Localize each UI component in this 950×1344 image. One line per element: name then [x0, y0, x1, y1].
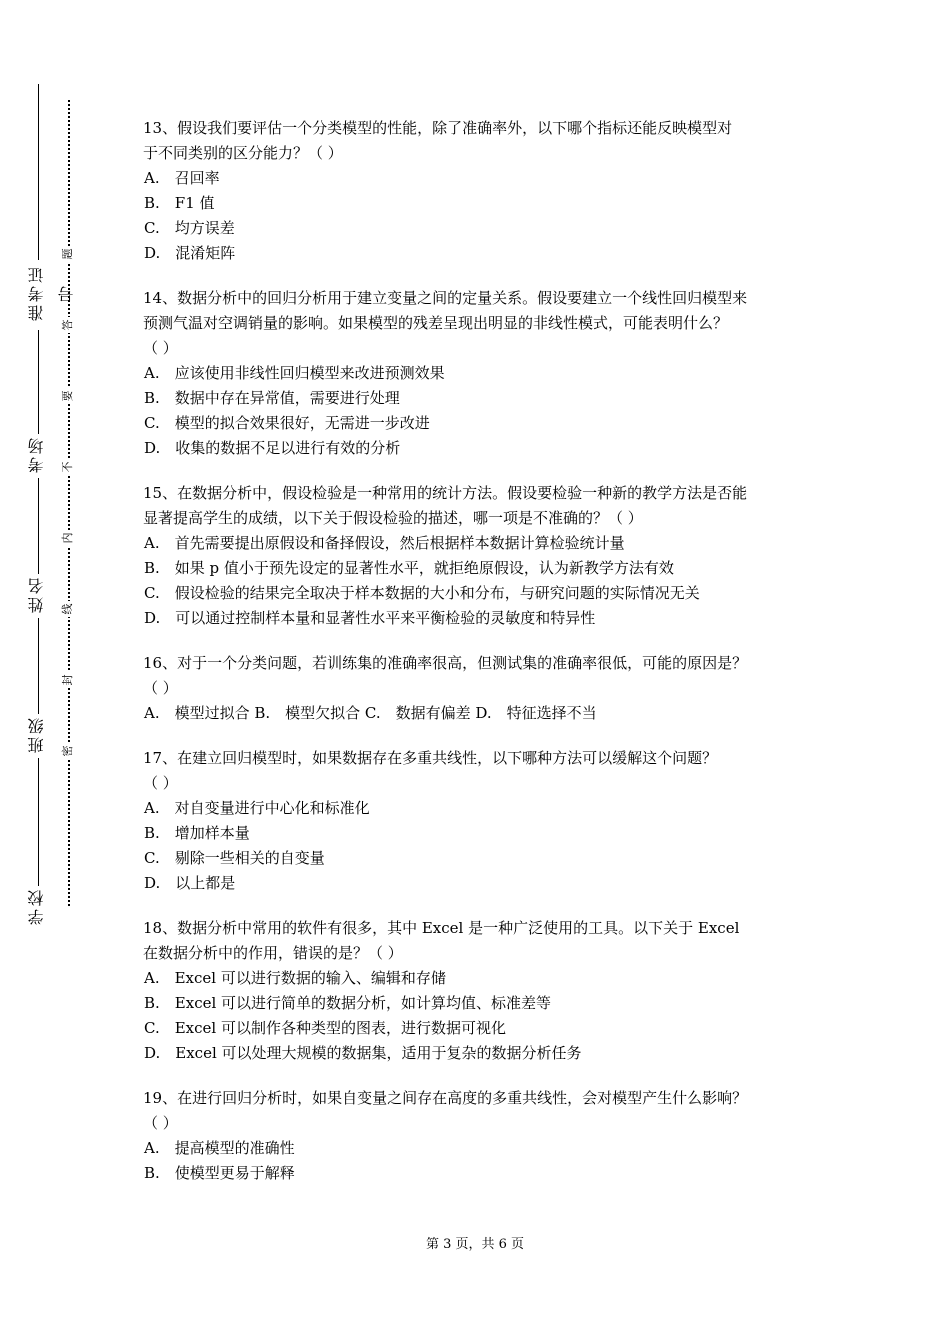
option-b: B. 如果 p 值小于预先设定的显著性水平，就拒绝原假设，认为新教学方法有效 — [144, 559, 674, 577]
question-17 — [143, 746, 823, 896]
option-b: B. 数据中存在异常值，需要进行处理 — [144, 389, 400, 407]
seal-char: 不 — [59, 459, 77, 475]
field-exam-room: 考场 — [27, 435, 46, 473]
fill-line — [38, 618, 39, 714]
binding-margin — [0, 0, 90, 1344]
seal-char: 答 — [59, 317, 77, 333]
option-b: B. Excel 可以进行简单的数据分析，如计算均值、标准差等 — [144, 994, 552, 1012]
option-b: B. 使模型更易于解释 — [144, 1164, 295, 1182]
answer-bracket: （ ） — [143, 774, 178, 792]
option-a: A. 首先需要提出原假设和备择假设，然后根据样本数据计算检验统计量 — [144, 534, 625, 552]
field-name: 姓名 — [27, 575, 46, 613]
fill-line — [38, 758, 39, 886]
question-stem: 显著提高学生的成绩，以下关于假设检验的描述，哪一项是不准确的？（ ） — [143, 509, 643, 527]
question-13 — [143, 116, 823, 266]
options-inline: A. 模型过拟合 B. 模型欠拟合 C. 数据有偏差 D. 特征选择不当 — [144, 704, 597, 722]
option-a: A. Excel 可以进行数据的输入、编辑和存储 — [144, 969, 446, 987]
option-d: D. 可以通过控制样本量和显著性水平来平衡检验的灵敏度和特异性 — [144, 609, 596, 627]
fill-line — [38, 84, 39, 260]
question-stem: 18、数据分析中常用的软件有很多，其中 Excel 是一种广泛使用的工具。以下关于 Excel — [143, 919, 740, 937]
seal-dotted-line — [68, 100, 70, 906]
question-stem: 16、对于一个分类问题，若训练集的准确率很高，但测试集的准确率很低，可能的原因是？ — [143, 654, 748, 672]
field-school: 学校 — [27, 887, 46, 925]
field-class: 班级 — [27, 715, 46, 753]
option-d: D. 混淆矩阵 — [144, 244, 236, 262]
option-c: C. 假设检验的结果完全取决于样本数据的大小和分布，与研究问题的实际情况无关 — [144, 584, 700, 602]
question-19 — [143, 1086, 823, 1186]
question-stem: 13、假设我们要评估一个分类模型的性能，除了准确率外，以下哪个指标还能反映模型对 — [143, 119, 733, 137]
field-exam-id: 准考证号 — [27, 264, 76, 322]
option-c: C. Excel 可以制作各种类型的图表，进行数据可视化 — [144, 1019, 506, 1037]
fill-line — [38, 330, 39, 434]
option-d: D. 以上都是 — [144, 874, 236, 892]
option-c: C. 剔除一些相关的自变量 — [144, 849, 325, 867]
seal-char: 密 — [59, 743, 77, 759]
question-stem: 15、在数据分析中，假设检验是一种常用的统计方法。假设要检验一种新的教学方法是否能 — [143, 484, 748, 502]
answer-bracket: （ ） — [143, 1114, 178, 1132]
question-18 — [143, 916, 823, 1066]
option-b: B. F1 值 — [144, 194, 215, 212]
question-stem: 在数据分析中的作用，错误的是？（ ） — [143, 944, 403, 962]
question-stem: 预测气温对空调销量的影响。如果模型的残差呈现出明显的非线性模式，可能表明什么？ — [143, 314, 729, 332]
option-d: D. 收集的数据不足以进行有效的分析 — [144, 439, 401, 457]
answer-bracket: （ ） — [143, 679, 178, 697]
seal-char: 封 — [59, 672, 77, 688]
option-a: A. 应该使用非线性回归模型来改进预测效果 — [144, 364, 445, 382]
fill-line — [38, 478, 39, 574]
option-a: A. 提高模型的准确性 — [144, 1139, 295, 1157]
question-stem: 14、数据分析中的回归分析用于建立变量之间的定量关系。假设要建立一个线性回归模型来 — [143, 289, 748, 307]
seal-char: 要 — [59, 388, 77, 404]
answer-bracket: （ ） — [143, 339, 178, 357]
seal-char: 内 — [59, 530, 77, 546]
option-d: D. Excel 可以处理大规模的数据集，适用于复杂的数据分析任务 — [144, 1044, 582, 1062]
option-c: C. 均方误差 — [144, 219, 235, 237]
option-c: C. 模型的拟合效果很好，无需进一步改进 — [144, 414, 430, 432]
question-16 — [143, 651, 823, 726]
question-stem: 19、在进行回归分析时，如果自变量之间存在高度的多重共线性，会对模型产生什么影响？ — [143, 1089, 748, 1107]
option-a: A. 召回率 — [144, 169, 220, 187]
question-stem: 于不同类别的区分能力？（ ） — [143, 144, 343, 162]
seal-char: 线 — [59, 601, 77, 617]
seal-char: 题 — [59, 246, 77, 262]
page-footer: 第 3 页，共 6 页 — [425, 1237, 525, 1252]
question-14 — [143, 286, 823, 461]
question-15 — [143, 481, 823, 631]
option-a: A. 对自变量进行中心化和标准化 — [144, 799, 370, 817]
question-list — [143, 116, 823, 1206]
option-b: B. 增加样本量 — [144, 824, 250, 842]
question-stem: 17、在建立回归模型时，如果数据存在多重共线性，以下哪种方法可以缓解这个问题？ — [143, 749, 718, 767]
